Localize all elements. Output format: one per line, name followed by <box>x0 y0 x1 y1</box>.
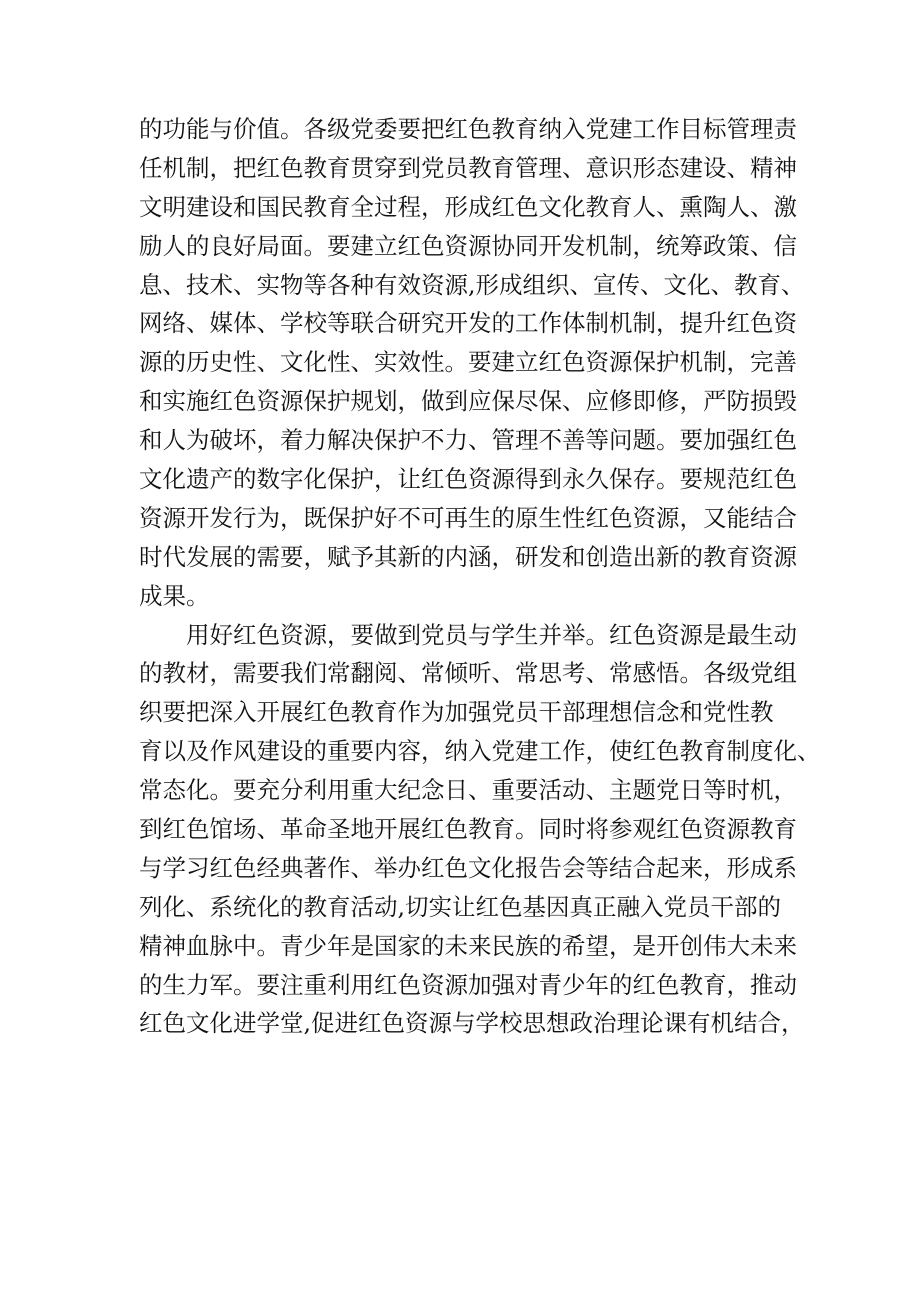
text-line: 时代发展的需要，赋予其新的内涵，研发和创造出新的教育资源 <box>139 542 797 571</box>
text-line: 用好红色资源，要做到党员与学生并举。红色资源是最生动 <box>186 620 797 649</box>
text-line: 红色文化进学堂,促进红色资源与学校思想政治理论课有机结合， <box>139 1009 805 1038</box>
text-line: 任机制，把红色教育贯穿到党员教育管理、意识形态建设、精神 <box>139 153 797 182</box>
text-line: 育以及作风建设的重要内容，纳入党建工作，使红色教育制度化、 <box>139 737 821 766</box>
paragraph-1 <box>139 110 805 616</box>
text-line: 文化遗产的数字化保护，让红色资源得到永久保存。要规范红色 <box>139 465 797 494</box>
text-line: 的功能与价值。各级党委要把红色教育纳入党建工作目标管理责 <box>139 115 797 143</box>
text-line: 资源开发行为，既保护好不可再生的原生性红色资源，又能结合 <box>139 503 797 532</box>
document-body <box>139 110 821 1043</box>
text-line: 精神血脉中。青少年是国家的未来民族的希望，是开创伟大未来 <box>139 931 797 960</box>
text-line: 的教材，需要我们常翻阅、常倾听、常思考、常感悟。各级党组 <box>139 659 797 688</box>
text-line: 息、技术、实物等各种有效资源,形成组织、宣传、文化、教育、 <box>139 270 805 299</box>
text-line: 的生力军。要注重利用红色资源加强对青少年的红色教育，推动 <box>139 970 797 999</box>
text-line: 网络、媒体、学校等联合研究开发的工作体制机制，提升红色资 <box>139 309 797 338</box>
text-line: 织要把深入开展红色教育作为加强党员干部理想信念和党性教 <box>139 698 774 727</box>
text-line: 文明建设和国民教育全过程，形成红色文化教育人、熏陶人、激 <box>139 192 797 221</box>
text-line: 与学习红色经典著作、举办红色文化报告会等结合起来，形成系 <box>139 853 797 882</box>
text-line: 成果。 <box>139 581 210 610</box>
text-line: 常态化。要充分利用重大纪念日、重要活动、主题党日等时机， <box>139 776 797 805</box>
text-line: 源的历史性、文化性、实效性。要建立红色资源保护机制，完善 <box>139 348 797 377</box>
text-line: 和人为破坏，着力解决保护不力、管理不善等问题。要加强红色 <box>139 426 797 455</box>
text-line: 到红色馆场、革命圣地开展红色教育。同时将参观红色资源教育 <box>139 815 797 844</box>
text-line: 励人的良好局面。要建立红色资源协同开发机制，统筹政策、信 <box>139 231 797 260</box>
paragraph-2 <box>139 616 821 1044</box>
text-line: 和实施红色资源保护规划，做到应保尽保、应修即修，严防损毁 <box>139 387 797 416</box>
text-line: 列化、系统化的教育活动,切实让红色基因真正融入党员干部的 <box>139 892 781 921</box>
